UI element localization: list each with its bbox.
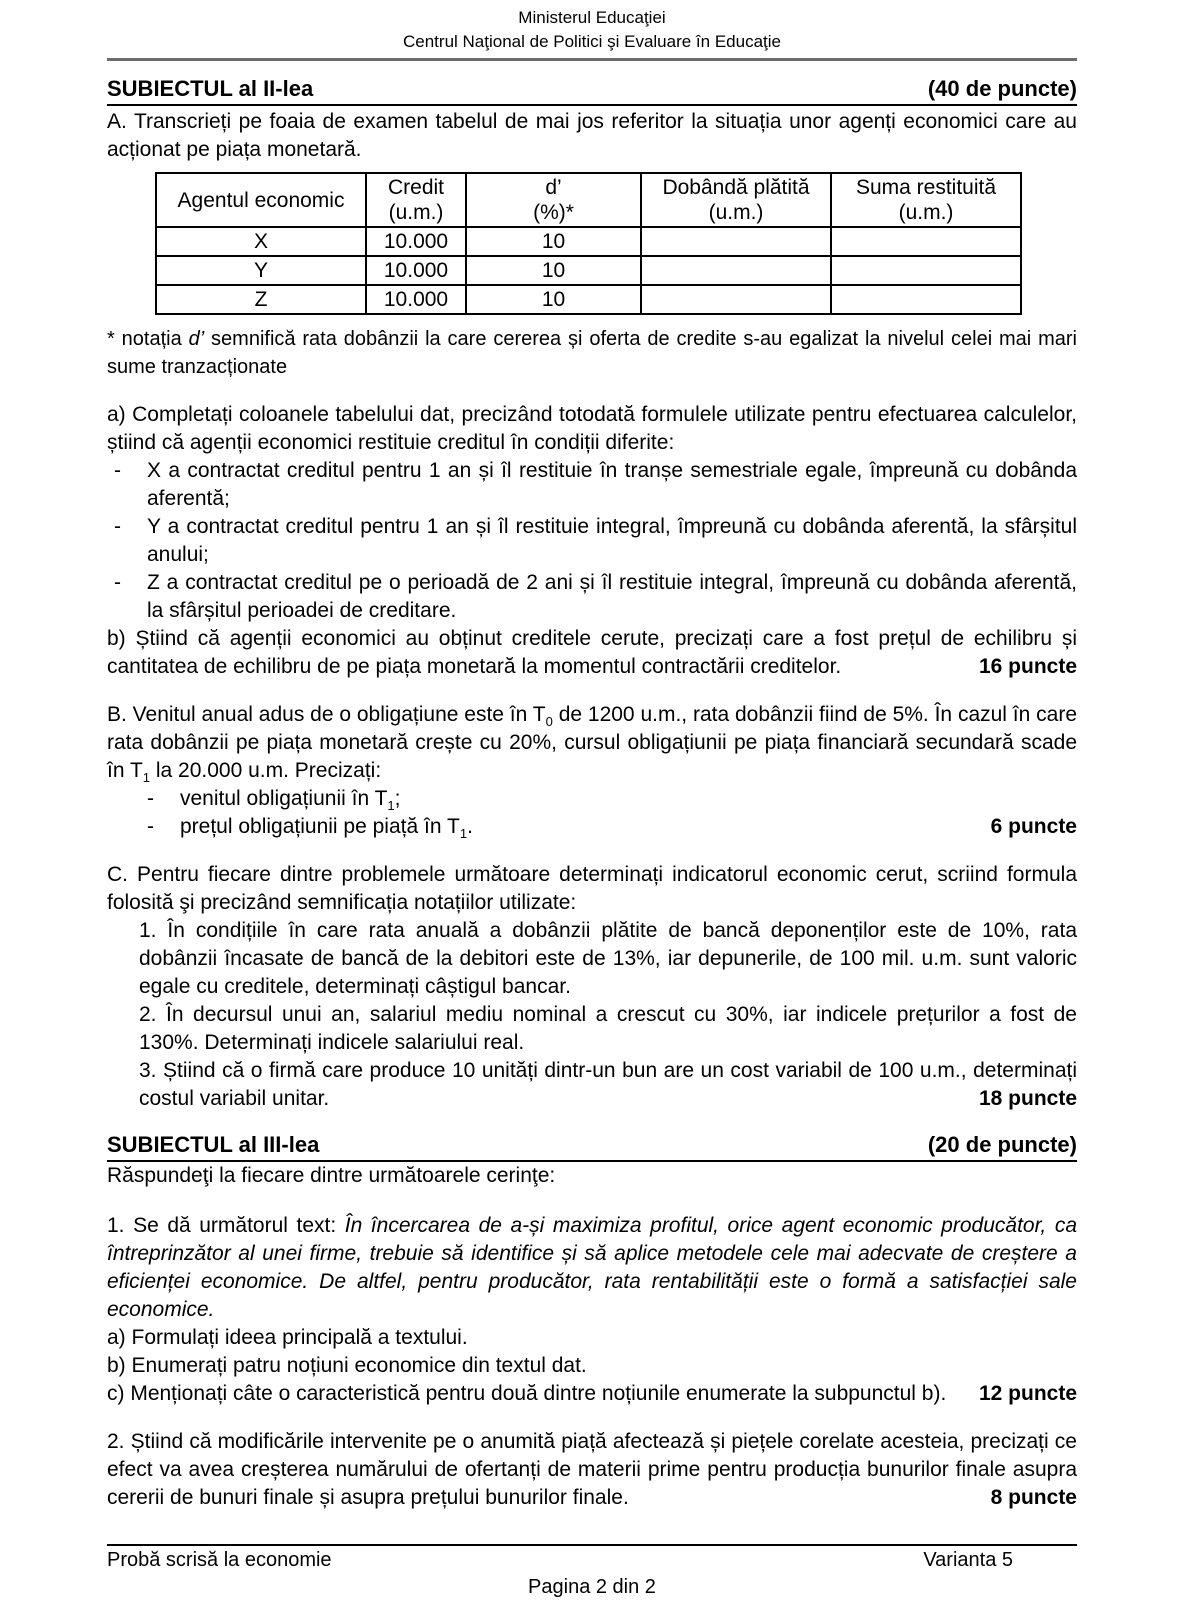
task-c-item-3 (107, 1057, 1077, 1113)
task-b-dash-1 (107, 785, 1077, 813)
col-header-rate: d’ (%)* (466, 173, 641, 227)
bullet-text: Y a contractat creditul pentru 1 an și îl restituie integral, împreună cu dobânda aferentă, la sfârșitul anului; (147, 515, 1077, 566)
cell-credit: 10.000 (366, 227, 466, 256)
cell-agent: Y (156, 256, 366, 285)
points-badge-16: 16 puncte (978, 655, 1077, 678)
cell-rate: 10 (466, 256, 641, 285)
bullet-marker: - (114, 571, 121, 594)
subject-3-heading (107, 1131, 1077, 1162)
header-divider (107, 58, 1077, 61)
dash-text: venitul obligațiunii în $T_1$; (180, 787, 401, 814)
bullet-marker: - (114, 459, 121, 482)
cell-agent: X (156, 227, 366, 256)
subscript-t1: 1 (459, 826, 468, 842)
item-1-prefix: 1. Se dă următorul text: (107, 1214, 345, 1237)
footer-page-number: Pagina 2 din 2 (528, 1576, 656, 1598)
page-footer (107, 1544, 1077, 1600)
points-badge-12: 12 puncte (978, 1382, 1077, 1405)
cell-rate: 10 (466, 227, 641, 256)
task-b-part2: de 1200 u.m., rata dobânzii fiind de 5%. În cazul în care rata dobânzii pe piața monetară crește cu 20%, cursul obligațiunii pe piața financiară secundară scade în T (107, 703, 1078, 782)
cell-rate: 10 (466, 285, 641, 314)
subject-3-title: SUBIECTUL al III-lea (107, 1132, 320, 1157)
footnote-pre: * notația (107, 328, 189, 350)
document-header (107, 6, 1077, 61)
subject-3-item-2 (107, 1428, 1077, 1512)
subject-2-points: (40 de puncte) (927, 76, 1077, 101)
footer-divider (107, 1544, 1077, 1546)
task-a-intro: A. Transcrieți pe foaia de examen tabelul de mai jos referitor la situația unor agenți economici care au acționat pe piața monetară. (107, 110, 1077, 161)
cell-interest (641, 285, 831, 314)
points-badge-6: 6 puncte (990, 815, 1077, 838)
credit-table (155, 172, 1022, 315)
subject-2-title: SUBIECTUL al II-lea (107, 76, 314, 101)
table-row (156, 256, 1021, 285)
col-header-interest: Dobândă plătită (u.m.) (641, 173, 831, 227)
task-c-item-2: 2. În decursul unui an, salariul mediu nominal a crescut cu 30%, iar indicele prețurilor a fost de 130%. Determinați indicele salariului real. (139, 1003, 1077, 1054)
task-a-requirement: a) Completați coloanele tabelului dat, precizând totodată formulele utilizate pentru efectuarea calculelor, știind că agenții economici restituie creditul în condiții diferite: (107, 403, 1077, 454)
footnote-post: semnifică rata dobânzii la care cererea și oferta de credite s-au egalizat la nivelul celei mai mari sume tranzacționate (107, 328, 1077, 378)
subject-2-heading (107, 75, 1077, 106)
item-1-sub-b: b) Enumerați patru noțiuni economice din textul dat. (107, 1354, 587, 1377)
subject-3-intro: Răspundeţi la fiecare dintre următoarele cerinţe: (107, 1164, 556, 1187)
points-badge-18: 18 puncte (978, 1087, 1077, 1110)
cell-sum (831, 256, 1021, 285)
subscript-t1: 1 (142, 770, 151, 786)
col-header-sum: Suma restituită (u.m.) (831, 173, 1021, 227)
bullet-marker: - (114, 515, 121, 538)
dash-text: prețul obligațiunii pe piață în $T_1$. (180, 815, 473, 842)
cell-sum (831, 285, 1021, 314)
item-1-sub-c-text: c) Menționați câte o caracteristică pentru două dintre noțiunile enumerate la subpunctul b). (107, 1382, 947, 1405)
table-header-row (156, 173, 1021, 227)
bullet-agent-z (107, 569, 1077, 625)
cell-credit: 10.000 (366, 256, 466, 285)
cell-interest (641, 256, 831, 285)
cell-interest (641, 227, 831, 256)
item-1-quote: În încercarea de a-și maximiza profitul, orice agent economic producător, ca întreprinzător al unei firme, trebuie să identifice și să aplice metodele cele mai adecvate de creștere a eficienței economice. De altfel, pentru producător, rata rentabilității este o formă a satisfacției sale economice. (107, 1214, 1077, 1321)
task-b-dash-2 (107, 813, 1077, 841)
task-b-part1: B. Venitul anual adus de o obligațiune este în T (107, 703, 546, 726)
table-row (156, 285, 1021, 314)
task-b-part3: la 20.000 u.m. Precizați: (150, 759, 382, 782)
bullet-text: Z a contractat creditul pe o perioadă de 2 ani și îl restituie integral, împreună cu dobânda aferentă, la sfârșitul perioadei de creditare. (147, 571, 1077, 622)
task-a-item-b (107, 625, 1077, 681)
item-1-sub-c (107, 1380, 1077, 1408)
points-badge-8: 8 puncte (990, 1486, 1077, 1509)
task-b-text (107, 701, 1077, 785)
footer-variant: Varianta 5 (923, 1549, 1013, 1571)
footer-row (107, 1547, 1077, 1574)
bullet-text: X a contractat creditul pentru 1 an și îl restituie în tranșe semestriale egale, împreună cu dobânda aferentă; (147, 459, 1077, 510)
footer-exam-name: Probă scrisă la economie (107, 1549, 332, 1571)
cell-agent: Z (156, 285, 366, 314)
center-name: Centrul Naţional de Politici şi Evaluare în Educaţie (403, 32, 781, 51)
table-row (156, 227, 1021, 256)
bullet-agent-y (107, 513, 1077, 569)
subject-3-item-1 (107, 1212, 1077, 1324)
subscript-t1: 1 (387, 798, 395, 814)
cell-sum (831, 227, 1021, 256)
ministry-name: Ministerul Educaţiei (518, 8, 666, 27)
item-2-text: 2. Știind că modificările intervenite pe o anumită piață afectează și piețele corelate acesteia, precizați ce efect va avea creșterea numărului de ofertanți de materii prime pentru producția bunurilor finale asupra cererii de bunuri finale și asupra prețului bunurilor finale. (107, 1430, 1077, 1509)
task-a-item-b-text: b) Știind că agenții economici au obținut creditele cerute, precizați care a fost prețul de echilibru și cantitatea de echilibru de pe piața monetară la momentul contractării creditelor. (107, 627, 1077, 678)
subscript-t0: 0 (545, 714, 553, 730)
dash-marker: - (147, 815, 154, 838)
col-header-credit: Credit (u.m.) (366, 173, 466, 227)
item-1-sub-a: a) Formulați ideea principală a textului. (107, 1326, 468, 1349)
table-footnote (107, 325, 1077, 381)
cell-credit: 10.000 (366, 285, 466, 314)
subject-3-points: (20 de puncte) (927, 1132, 1077, 1157)
footnote-symbol: d’ (188, 328, 205, 350)
dash-marker: - (147, 787, 154, 810)
bullet-agent-x (107, 457, 1077, 513)
col-header-agent: Agentul economic (156, 173, 366, 227)
task-c-item-1: 1. În condițiile în care rata anuală a dobânzii plătite de bancă deponenților este de 10%, rata dobânzii încasate de bancă de la debitori este de 13%, iar depunerile, de 100 mil. u.m. sunt valoric egale cu creditele, determinați câștigul bancar. (139, 919, 1077, 998)
task-c-intro: C. Pentru fiecare dintre problemele următoare determinați indicatorul economic cerut, scriind formula folosită şi precizând semnificația notațiilor utilizate: (107, 863, 1077, 914)
task-c-item-3-text: 3. Știind că o firmă care produce 10 unități dintr-un bun are un cost variabil de 100 u.m., determinați costul variabil unitar. (139, 1059, 1077, 1110)
